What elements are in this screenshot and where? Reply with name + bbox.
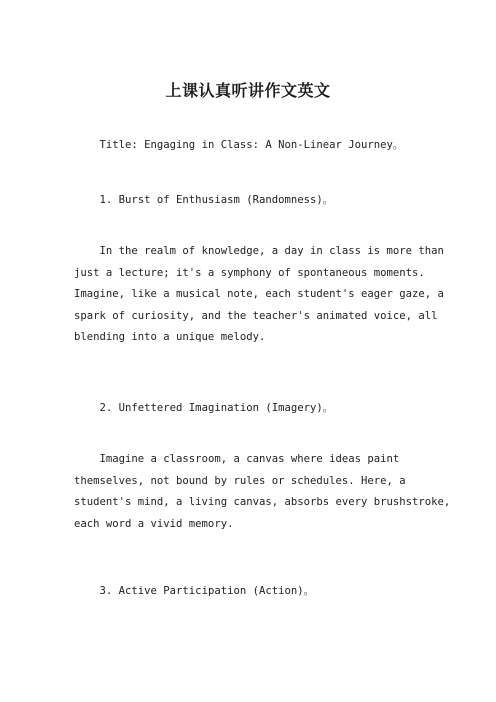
section-heading-1: 1. Burst of Enthusiasm (Randomness)。 [74,194,334,206]
essay-title-line: Title: Engaging in Class: A Non-Linear Journey。 [74,139,404,151]
section-heading-3: 3. Active Participation (Action)。 [74,585,315,597]
paragraph-1: In the realm of knowledge, a day in class is more than just a lecture; it's a symphony of spontaneous moments. Imagine, like a musical note, each student's eager gaze, a spark of curiosity, and the teacher's animated voice, all blending into a unique melody. [74,245,444,343]
section-heading-2: 2. Unfettered Imagination (Imagery)。 [74,402,334,414]
document-title: 上课认真听讲作文英文 [165,81,331,100]
paragraph-2: Imagine a classroom, a canvas where ideas paint themselves, not bound by rules or schedules. Here, a student's mind, a living canvas, absorbs every brushstroke, each word a vivid memory. [74,453,451,530]
